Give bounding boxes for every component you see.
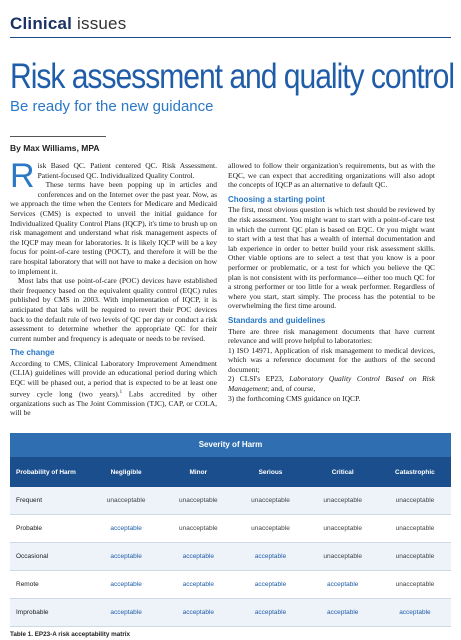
table-cell: acceptable: [254, 553, 287, 560]
column-header: Probability of Harm: [16, 468, 76, 476]
table-cell: acceptable: [110, 553, 142, 560]
column-header: Negligible: [110, 468, 142, 476]
byline-divider: [10, 136, 106, 137]
table-cell: unacceptable: [251, 525, 290, 532]
list-item: 3) the forthcoming CMS guidance on IQCP.: [228, 393, 361, 403]
table-cell: acceptable: [399, 609, 431, 616]
table-cell: unacceptable: [251, 497, 290, 504]
row-label: Remote: [16, 581, 39, 588]
table-cell: unacceptable: [395, 581, 435, 588]
table-cell: unacceptable: [395, 497, 435, 504]
column-header: Minor: [189, 468, 208, 476]
column-header: Catastrophic: [395, 468, 435, 476]
table-cell: unacceptable: [395, 553, 435, 560]
top-divider: [10, 37, 451, 38]
paragraph: Most labs that use point-of-care (POC) devices have established their frequency based on the equivalent quality control (EQC) rules published by CMS in 2003. With implementation of IQCP, it is anticipated that labs will be required to revert their POC devices back to the default rule of two levels of QC per day or conduct a risk assessment to determine whether the appropriate QC for their current number and frequency is adequate or needs to be revised.: [10, 276, 217, 343]
article-subhead: Be ready for the new guidance: [10, 98, 214, 115]
table-row: [10, 543, 451, 571]
table-cell: unacceptable: [323, 553, 363, 560]
table-cell: acceptable: [182, 581, 215, 588]
table-cell: unacceptable: [178, 525, 218, 532]
table-cell: acceptable: [326, 581, 359, 588]
footnote-ref: 1: [119, 389, 123, 395]
subheading-the-change: The change: [10, 348, 55, 358]
section-label-rest: issues: [77, 14, 127, 33]
article-headline: Risk assessment and quality control: [10, 57, 455, 96]
subheading-starting-point: Choosing a starting point: [228, 194, 325, 204]
table-cell: acceptable: [182, 609, 215, 616]
paragraph-text: isk Based QC. Patient centered QC. Risk Assessment. Patient-focused QC. Individualized Quality Control.: [37, 161, 217, 180]
section-label: [10, 14, 126, 34]
table-cell: unacceptable: [106, 497, 146, 504]
row-label: Probable: [16, 525, 43, 532]
paragraph: allowed to follow their organization's requirements, but as with the EQC, we can expect that accrediting organizations will also adopt the concepts of IQCP as an alternative to default QC.: [228, 161, 435, 190]
table-row: [10, 599, 451, 627]
column-header: Serious: [258, 468, 283, 476]
table-cell: unacceptable: [395, 525, 435, 532]
column-header-row: [10, 457, 451, 487]
table-body: [10, 487, 451, 627]
table-cell: acceptable: [254, 581, 287, 588]
table-cell: acceptable: [110, 581, 142, 588]
paragraph-text: According to CMS, Clinical Laboratory Improvement Amendment (CLIA) guidelines will provide an educational period during which EQC will be phased out, a period that is expected to be at least one survey cycle long (two years).: [10, 358, 217, 399]
table-caption: Table 1. EP23-A risk acceptability matrix: [10, 631, 131, 638]
table-cell: unacceptable: [323, 525, 363, 532]
table-cell: acceptable: [110, 609, 142, 616]
drop-cap: R: [10, 157, 35, 195]
paragraph: [10, 157, 217, 195]
paragraph-text: Labs accredited by other organizations such as The Joint Commission (TJC), CAP, or COLA, will be: [10, 389, 217, 418]
row-label: Frequent: [16, 497, 43, 504]
list-item-text: 2) CLSI's EP23,: [228, 374, 290, 384]
table-row: [10, 487, 451, 515]
right-column: [228, 161, 435, 403]
list-item: [228, 374, 435, 393]
severity-header: Severity of Harm: [10, 433, 451, 457]
table-cell: acceptable: [182, 553, 215, 560]
paragraph: These terms have been popping up in articles and conferences and on the Internet over the past year. Now, as we approach the time when the Centers for Medicare and Medicaid Services (CMS) is expected to unveil the initial guidance for Individualized Quality Control Plans (IQCP), it's time to brush up on risk management and understand what risk management aspects of the IQCP may mean for laboratories. It is likely IQCP will be a key focus for point-of-care testing (POCT), and therefore it will be the rare hospital laboratory that will not have to make a decision on how to implement it.: [10, 180, 217, 276]
column-header: Critical: [331, 468, 354, 476]
risk-matrix-table: [10, 433, 451, 638]
table-cell: acceptable: [110, 525, 142, 532]
table-cell: unacceptable: [178, 497, 218, 504]
row-label: Improbable: [16, 609, 49, 616]
paragraph: The first, most obvious question is which test should be reviewed by the risk assessment. You might want to start with a point-of-care test in which the current QC plan is based on EQC. Or you might want to start with a test that has a wealth of internal documentation and lab experience in order to better build your risk assessment skills. Other viable options are to select a test that you know is a poor performer or problematic, or a test for which you believe the QC plan is not consistent with its performance—either too much QC for a strong performer or too little for a weak performer. Regardless of where you start, start simply. The process has the potential to be overwhelming the first time around.: [228, 205, 435, 311]
row-label: Occasional: [16, 553, 49, 560]
list-item: 1) ISO 14971, Application of risk management to medical devices, which was a reference document for the authors of the second document;: [228, 345, 435, 374]
paragraph: There are three risk management documents that have current relevance and will prove helpful to laboratories:: [228, 326, 435, 346]
table-cell: unacceptable: [323, 497, 363, 504]
list-item-title: Laboratory Quality Control Based on Risk Management: [228, 374, 435, 394]
list-item-text: ; and, of course,: [267, 384, 316, 394]
paragraph: [10, 359, 217, 418]
subheading-standards: Standards and guidelines: [228, 315, 326, 325]
byline: By Max Williams, MPA: [10, 143, 100, 153]
table-row: [10, 571, 451, 599]
table-row: [10, 515, 451, 543]
section-label-bold: Clinical: [10, 14, 73, 33]
table-cell: acceptable: [326, 609, 359, 616]
left-column: [10, 157, 217, 418]
table-cell: acceptable: [254, 609, 287, 616]
